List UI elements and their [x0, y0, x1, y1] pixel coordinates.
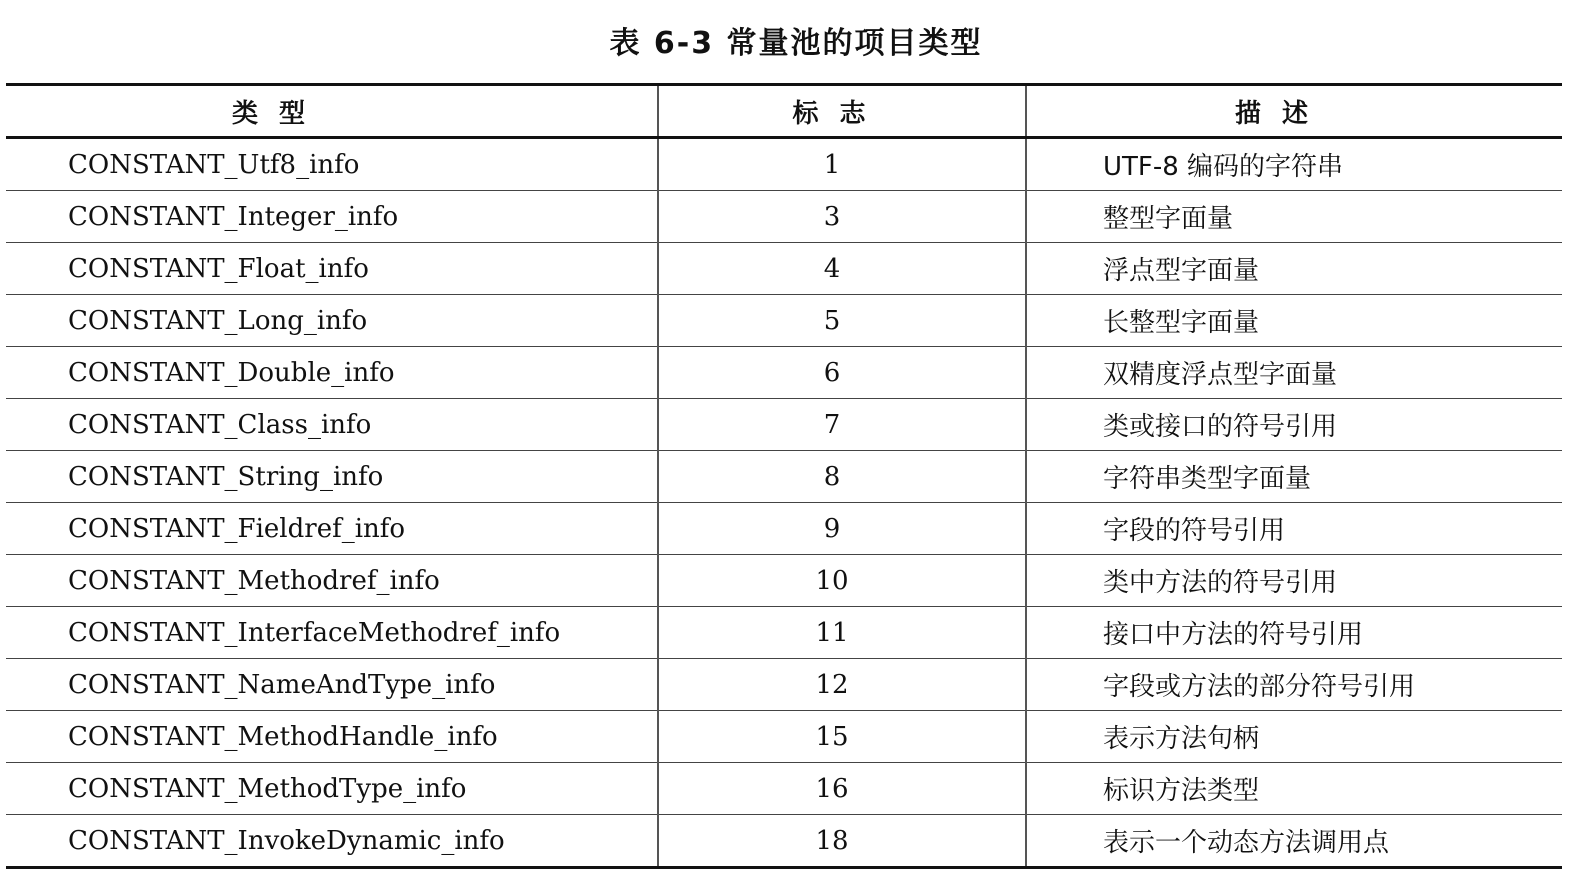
- table-row: [6, 763, 1562, 815]
- cell-type: CONSTANT_Float_info: [6, 243, 658, 295]
- table-row: [6, 138, 1562, 191]
- cell-type: CONSTANT_NameAndType_info: [6, 659, 658, 711]
- cell-type: CONSTANT_Methodref_info: [6, 555, 658, 607]
- cell-type: CONSTANT_MethodType_info: [6, 763, 658, 815]
- cell-description: 双精度浮点型字面量: [1026, 347, 1562, 399]
- cell-description: 表示一个动态方法调用点: [1026, 815, 1562, 868]
- column-header-tag: 标 志: [658, 85, 1026, 138]
- table-row: [6, 243, 1562, 295]
- cell-type: CONSTANT_String_info: [6, 451, 658, 503]
- cell-type: CONSTANT_InterfaceMethodref_info: [6, 607, 658, 659]
- table-row: [6, 191, 1562, 243]
- table-row: [6, 399, 1562, 451]
- cell-tag: 6: [658, 347, 1026, 399]
- table-row: [6, 347, 1562, 399]
- cell-description: 字符串类型字面量: [1026, 451, 1562, 503]
- table-row: [6, 295, 1562, 347]
- cell-tag: 9: [658, 503, 1026, 555]
- cell-tag: 11: [658, 607, 1026, 659]
- cell-description: 字段或方法的部分符号引用: [1026, 659, 1562, 711]
- cell-tag: 7: [658, 399, 1026, 451]
- cell-description: UTF-8 编码的字符串: [1026, 138, 1562, 191]
- cell-type: CONSTANT_Class_info: [6, 399, 658, 451]
- column-header-type: 类 型: [6, 85, 658, 138]
- constant-pool-table: [6, 83, 1562, 869]
- cell-type: CONSTANT_Fieldref_info: [6, 503, 658, 555]
- column-header-description: 描 述: [1026, 85, 1562, 138]
- cell-tag: 15: [658, 711, 1026, 763]
- cell-tag: 1: [658, 138, 1026, 191]
- cell-type: CONSTANT_Long_info: [6, 295, 658, 347]
- cell-tag: 3: [658, 191, 1026, 243]
- table-row: [6, 815, 1562, 868]
- table-row: [6, 555, 1562, 607]
- cell-description: 浮点型字面量: [1026, 243, 1562, 295]
- cell-tag: 4: [658, 243, 1026, 295]
- header-row: [6, 85, 1562, 138]
- table-row: [6, 711, 1562, 763]
- cell-description: 表示方法句柄: [1026, 711, 1562, 763]
- cell-tag: 12: [658, 659, 1026, 711]
- cell-type: CONSTANT_InvokeDynamic_info: [6, 815, 658, 868]
- cell-description: 字段的符号引用: [1026, 503, 1562, 555]
- table-caption: 表 6-3 常量池的项目类型: [609, 26, 983, 61]
- cell-type: CONSTANT_MethodHandle_info: [6, 711, 658, 763]
- cell-tag: 16: [658, 763, 1026, 815]
- cell-type: CONSTANT_Double_info: [6, 347, 658, 399]
- cell-tag: 5: [658, 295, 1026, 347]
- cell-description: 标识方法类型: [1026, 763, 1562, 815]
- cell-description: 类或接口的符号引用: [1026, 399, 1562, 451]
- cell-description: 整型字面量: [1026, 191, 1562, 243]
- cell-type: CONSTANT_Integer_info: [6, 191, 658, 243]
- cell-description: 类中方法的符号引用: [1026, 555, 1562, 607]
- table-row: [6, 659, 1562, 711]
- cell-tag: 8: [658, 451, 1026, 503]
- table-row: [6, 607, 1562, 659]
- cell-description: 接口中方法的符号引用: [1026, 607, 1562, 659]
- cell-tag: 18: [658, 815, 1026, 868]
- cell-description: 长整型字面量: [1026, 295, 1562, 347]
- table-row: [6, 503, 1562, 555]
- cell-type: CONSTANT_Utf8_info: [6, 138, 658, 191]
- cell-tag: 10: [658, 555, 1026, 607]
- table-row: [6, 451, 1562, 503]
